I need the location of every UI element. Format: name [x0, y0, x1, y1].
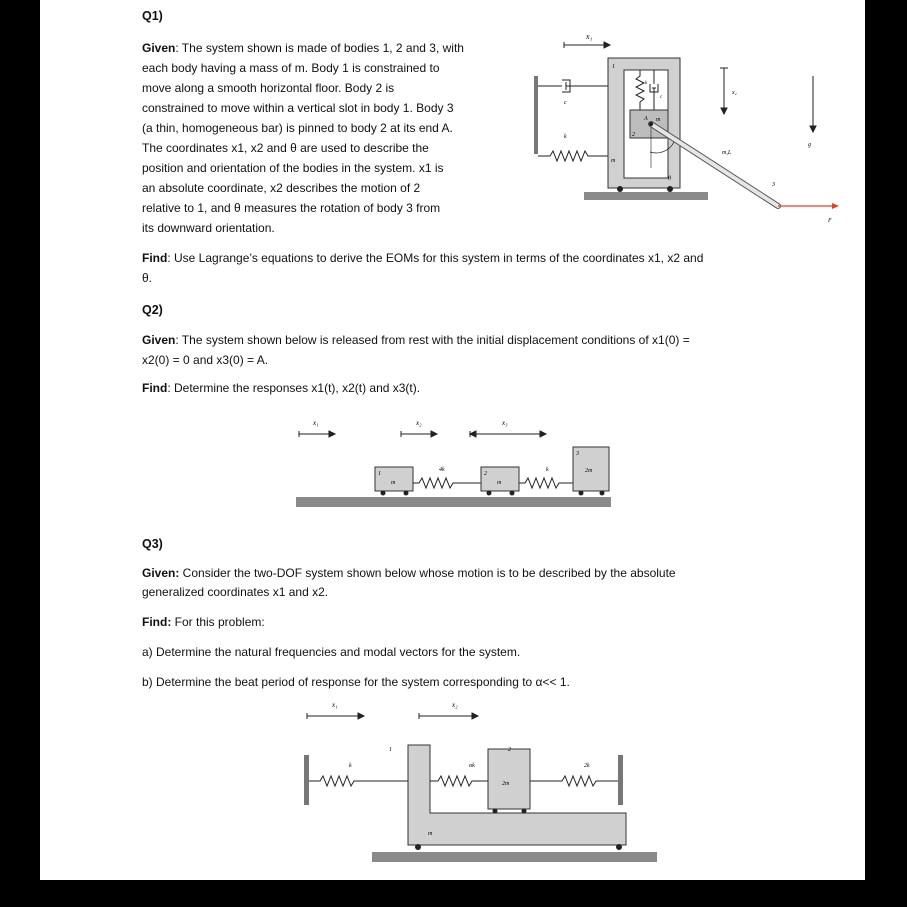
q1-given-line-4: constrained to move within a vertical slot in body 1. Body 3 [142, 101, 454, 115]
q1-floor [584, 192, 708, 200]
q1-spring-k-icon [538, 151, 608, 161]
q3-part-a: a) Determine the natural frequencies and modal vectors for the system. [142, 645, 521, 659]
q3-heading: Q3) [142, 537, 163, 551]
q1-slot-spring-k: k [645, 81, 648, 86]
q1-find-line-1: Find: Use Lagrange’s equations to derive the EOMs for this system in terms of the coordinates x1, x2 and [142, 251, 704, 265]
q2-given-line-2: x2(0) = 0 and x3(0) = A. [142, 353, 269, 367]
q3-x1-arrow [307, 713, 364, 719]
q1-given-line-10: its downward orientation. [142, 221, 275, 235]
q1-heading: Q1) [142, 9, 163, 23]
q3-given-line-2: generalized coordinates x1 and x2. [142, 585, 329, 599]
q3-mass-2-wheel [493, 809, 498, 814]
q3-x2-label: x₂ [452, 701, 458, 709]
q2-mass-2-label: m [497, 480, 502, 486]
q3-spring-ak-icon [430, 776, 488, 786]
q3-spring-2k-icon [530, 776, 618, 786]
q1-x1-arrow [564, 42, 610, 48]
q2-x3-label: x₃ [502, 419, 508, 427]
q2-spring-4k-icon [413, 478, 481, 488]
q3-x1-label: x₁ [332, 701, 338, 709]
q3-spring-2k-label: 2k [584, 763, 590, 769]
q2-wheel [381, 491, 386, 496]
q1-given-line-2: each body having a mass of m. Body 1 is constrained to [142, 61, 440, 75]
q3-mass-2-number: 2 [508, 747, 511, 753]
q2-x2-label: x₂ [416, 419, 422, 427]
q2-mass-3-number: 3 [576, 451, 579, 457]
q2-spring-k-icon [519, 478, 573, 488]
q1-body-1-label: 1 [612, 64, 615, 70]
q2-wheel [404, 491, 409, 496]
q2-x1-arrow [299, 431, 335, 437]
q2-x3-arrow [470, 431, 546, 437]
document-page [40, 0, 865, 880]
q2-wheel [510, 491, 515, 496]
q3-mass-1-wheel [616, 844, 622, 850]
q2-wheel [600, 491, 605, 496]
q3-left-wall [304, 755, 309, 805]
q3-mass-1-number: 1 [389, 747, 392, 753]
q1-force-label: F [828, 218, 832, 224]
q2-mass-1-label: m [391, 480, 396, 486]
q1-body-2-mass: m [656, 117, 661, 123]
q1-theta-label: θ [668, 176, 671, 182]
q3-figure [262, 695, 662, 870]
q1-given-line-9: relative to 1, and θ measures the rotation of body 3 from [142, 201, 441, 215]
q1-x2-label: x₂ [732, 90, 737, 96]
q1-body-1-mass: m [611, 158, 616, 164]
q2-spring-k-label: k [546, 467, 549, 473]
q3-mass-2-wheel [522, 809, 527, 814]
q3-right-wall [618, 755, 623, 805]
q1-bar-3-label: 3 [772, 182, 775, 188]
q3-mass-1-label: m [428, 831, 433, 837]
q2-mass-2-number: 2 [484, 471, 487, 477]
q3-given-line-1: Given: Consider the two-DOF system shown below whose motion is to be described by the absolute [142, 566, 676, 580]
q1-k-label: k [564, 134, 567, 140]
q2-find-label: Find [142, 381, 168, 395]
q3-spring-k-icon [309, 776, 408, 786]
q2-figure [295, 415, 615, 515]
q1-wheel-left [617, 186, 623, 192]
q1-find-label: Find [142, 251, 168, 265]
q2-given-label: Given [142, 333, 176, 347]
q2-mass-3-label: 2m [585, 468, 593, 474]
q3-mass-1-wheel [415, 844, 421, 850]
q1-pin-A [649, 122, 653, 126]
q3-spring-k-label: k [349, 763, 352, 769]
q1-given-line-7: position and orientation of the bodies in the system. x1 is [142, 161, 444, 175]
q1-find-line-2: θ. [142, 271, 153, 285]
q3-find-label: Find: [142, 615, 172, 629]
q2-x1-label: x₁ [313, 419, 319, 427]
q2-find-line-1: Find: Determine the responses x1(t), x2(t) and x3(t). [142, 381, 421, 395]
q2-spring-4k-label: 4k [439, 467, 445, 473]
q1-given-line-3: move along a smooth horizontal floor. Body 2 is [142, 81, 395, 95]
q3-mass-2 [488, 749, 530, 809]
q1-given-line-6: The coordinates x1, x2 and θ are used to describe the [142, 141, 429, 155]
q2-x2-arrow [401, 431, 437, 437]
q3-mass-2-label: 2m [502, 781, 510, 787]
q3-find-line: Find: For this problem: [142, 615, 265, 629]
q2-mass-1-number: 1 [378, 471, 381, 477]
q2-wheel [487, 491, 492, 496]
q3-x2-arrow [419, 713, 478, 719]
q3-spring-ak-label: αk [469, 763, 475, 769]
q1-point-A-label: A [644, 116, 648, 122]
q2-heading: Q2) [142, 303, 163, 317]
q1-given-line-1: Given: The system shown is made of bodies 1, 2 and 3, with [142, 41, 464, 55]
q3-part-b: b) Determine the beat period of response for the system corresponding to α<< 1. [142, 675, 570, 689]
q1-given-line-5: (a thin, homogeneous bar) is pinned to body 2 at its end A. [142, 121, 453, 135]
q2-wheel [579, 491, 584, 496]
q1-c-label: c [564, 100, 567, 106]
q1-left-wall [534, 76, 538, 154]
q1-bar-mL-label: m,L [722, 150, 732, 156]
q1-gravity-label: g [808, 142, 811, 148]
q1-slot-damper-c: c [660, 95, 663, 100]
q1-x2-arrow [720, 68, 728, 114]
q1-damper-icon [538, 80, 608, 92]
q1-given-line-8: an absolute coordinate, x2 describes the motion of 2 [142, 181, 421, 195]
q1-body-2-label: 2 [632, 132, 635, 138]
q1-wheel-right [667, 186, 673, 192]
q1-figure [520, 28, 832, 224]
q2-floor [296, 497, 611, 507]
q1-x1-label: x₁ [586, 32, 593, 41]
q3-given-label: Given: [142, 566, 180, 580]
q3-floor [372, 852, 657, 862]
q1-given-label: Given [142, 41, 176, 55]
q1-gravity-arrow [810, 76, 816, 132]
q2-given-line-1: Given: The system shown below is released from rest with the initial displacement conditions of x1(0) = [142, 333, 690, 347]
q1-force-arrow [778, 203, 839, 209]
